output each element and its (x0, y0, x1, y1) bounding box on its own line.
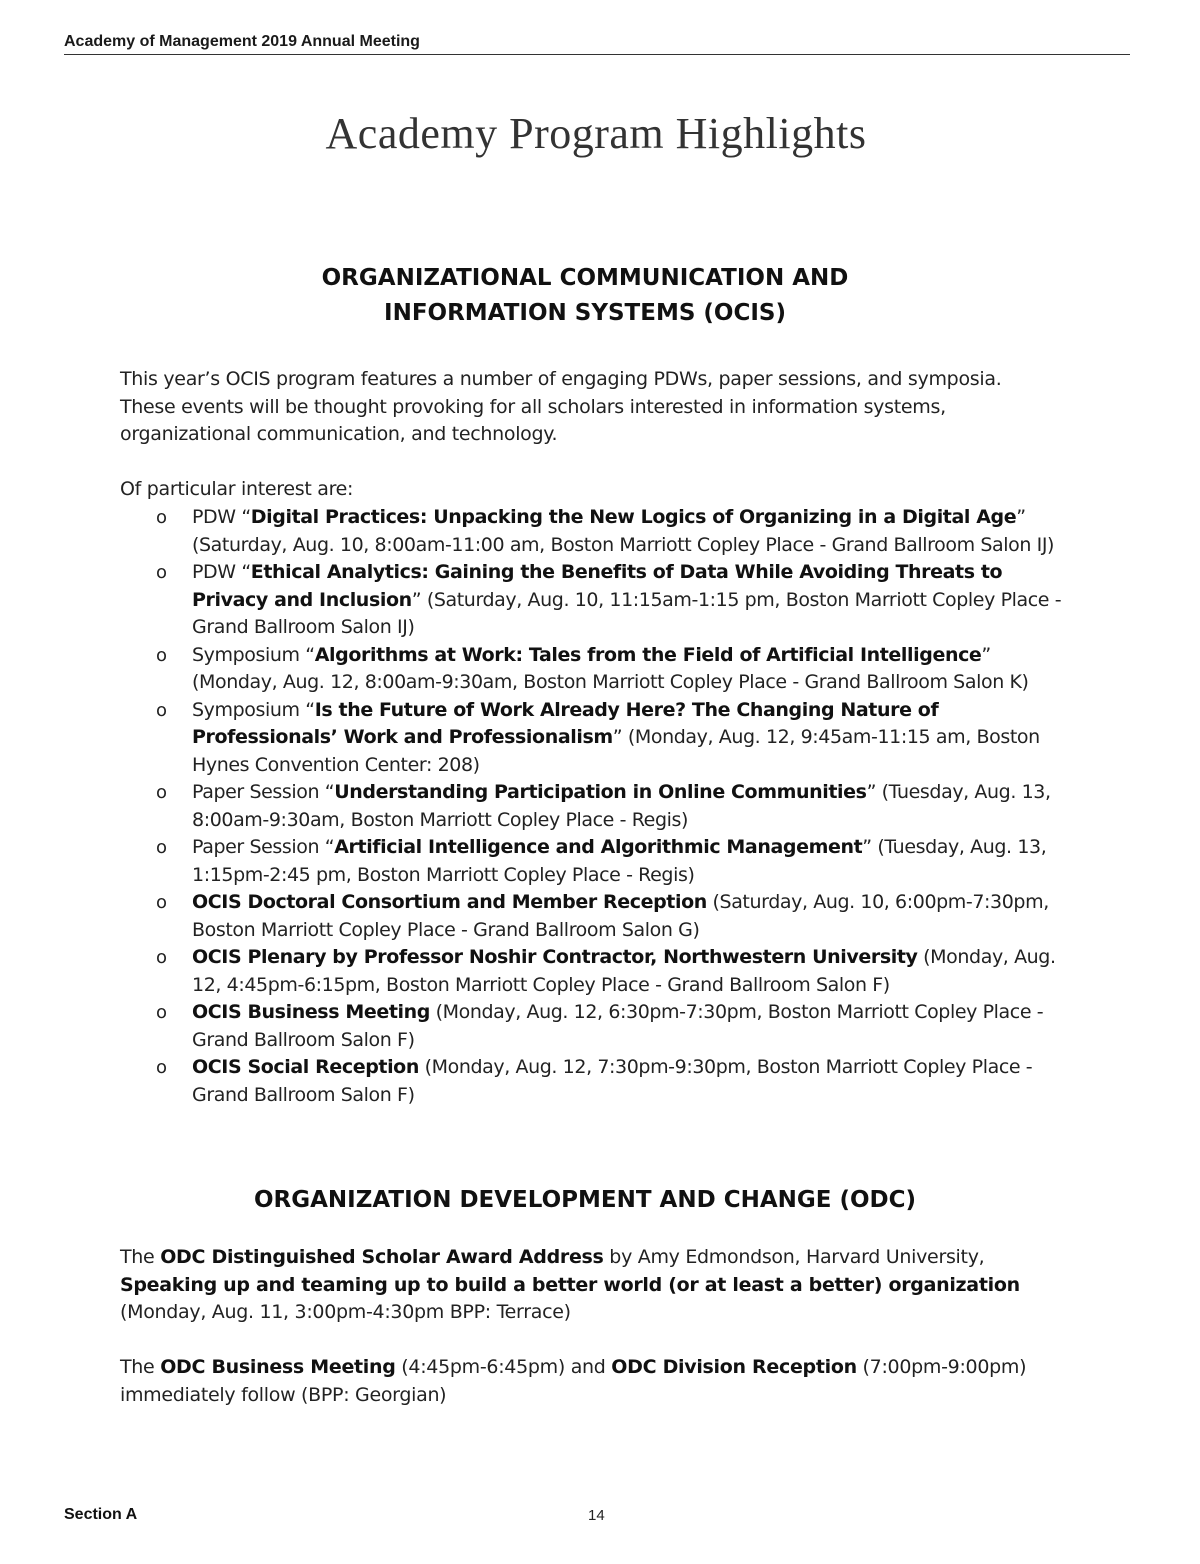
item-details: ” (Saturday, Aug. 10, 11:15am-1:15 pm, Boston Marriott Copley Place - Grand Ballroom Salon IJ) (192, 588, 1062, 638)
list-item (120, 642, 1080, 697)
odc-p1-talk-title: Speaking up and teaming up to build a better world (or at least a better) organization (120, 1273, 1020, 1296)
item-title: OCIS Business Meeting (192, 1001, 430, 1023)
odc-p1-award-name: ODC Distinguished Scholar Award Address (160, 1246, 604, 1268)
item-prefix: PDW “ (192, 506, 251, 528)
bullet-icon: o (156, 947, 167, 968)
odc-section-title: ORGANIZATION DEVELOPMENT AND CHANGE (ODC) (253, 1187, 917, 1213)
item-title: OCIS Doctoral Consortium and Member Reception (192, 891, 707, 913)
ocis-event-list (120, 504, 1080, 1109)
item-prefix: Symposium “ (192, 643, 315, 666)
item-details: (Monday, Aug. 12, 6:30pm-7:30pm, Boston Marriott Copley Place - Grand Ballroom Salon F) (192, 1001, 1044, 1051)
bullet-icon: o (156, 644, 167, 666)
item-prefix: PDW “ (192, 561, 251, 583)
item-title: OCIS Social Reception (192, 1056, 419, 1078)
list-item (120, 834, 1080, 889)
list-item (120, 779, 1080, 834)
item-details: ” (Saturday, Aug. 10, 8:00am-11:00 am, Boston Marriott Copley Place - Grand Ballroom Salon IJ) (192, 506, 1055, 556)
item-title: Artificial Intelligence and Algorithmic Management (334, 836, 863, 858)
page-number: 14 (588, 1507, 605, 1524)
odc-p2-text-1: The (120, 1356, 161, 1378)
interest-lead: Of particular interest are: (120, 478, 354, 500)
item-details: (Saturday, Aug. 10, 6:00pm-7:30pm, Boston Marriott Copley Place - Grand Ballroom Salon G) (192, 891, 1049, 941)
item-details: ” (Monday, Aug. 12, 8:00am-9:30am, Boston Marriott Copley Place - Grand Ballroom Salon K) (192, 643, 1029, 693)
list-item (120, 999, 1080, 1054)
header-rule (64, 54, 1130, 55)
odc-p2-business-meeting: ODC Business Meeting (160, 1356, 396, 1378)
running-header: Academy of Management 2019 Annual Meeting (64, 33, 420, 50)
bullet-icon: o (156, 507, 167, 528)
odc-p1-text-2: by Amy Edmondson, Harvard University, (603, 1246, 985, 1268)
bullet-icon: o (156, 782, 167, 803)
odc-p2-division-reception: ODC Division Reception (611, 1356, 857, 1378)
list-item (120, 1054, 1080, 1109)
ocis-title-line-2: INFORMATION SYSTEMS (OCIS) (384, 300, 786, 326)
ocis-title-line-1: ORGANIZATIONAL COMMUNICATION AND (321, 265, 849, 291)
bullet-icon: o (156, 837, 167, 858)
list-item (120, 889, 1080, 944)
odc-p2-text-3: (7:00pm-9:00pm) immediately follow (BPP: Georgian) (120, 1356, 1027, 1406)
item-details: ” (Monday, Aug. 12, 9:45am-11:15 am, Boston Hynes Convention Center: 208) (192, 726, 1040, 776)
bullet-icon: o (156, 562, 167, 583)
item-title: Understanding Participation in Online Communities (334, 781, 867, 803)
ocis-intro: This year’s OCIS program features a number of engaging PDWs, paper sessions, and symposia. These events will be thought provoking for all scholars interested in information systems, organizational communication, and technology. (120, 368, 1002, 445)
odc-paragraph-1 (120, 1244, 1060, 1327)
item-title: Digital Practices: Unpacking the New Logics of Organizing in a Digital Age (250, 506, 1017, 528)
list-item (120, 944, 1080, 999)
item-details: ” (Tuesday, Aug. 13, 8:00am-9:30am, Boston Marriott Copley Place - Regis) (192, 781, 1051, 831)
bullet-icon: o (156, 699, 167, 721)
item-details: (Monday, Aug. 12, 4:45pm-6:15pm, Boston Marriott Copley Place - Grand Ballroom Salon F) (192, 946, 1056, 996)
odc-p1-text-3: (Monday, Aug. 11, 3:00pm-4:30pm BPP: Terrace) (120, 1301, 571, 1323)
odc-paragraph-2 (120, 1354, 1060, 1409)
bullet-icon: o (156, 1057, 167, 1078)
footer-section: Section A (64, 1506, 138, 1523)
list-item (120, 504, 1080, 559)
bullet-icon: o (156, 892, 167, 913)
item-details: (Monday, Aug. 12, 7:30pm-9:30pm, Boston Marriott Copley Place - Grand Ballroom Salon F) (192, 1056, 1033, 1106)
list-item (120, 559, 1080, 642)
item-title: Is the Future of Work Already Here? The Changing Nature of Professionals’ Work and Professionalism (192, 698, 939, 748)
item-title: Algorithms at Work: Tales from the Field of Artificial Intelligence (314, 643, 982, 666)
item-prefix: Paper Session “ (192, 781, 335, 803)
bullet-icon: o (156, 1002, 167, 1023)
item-title: OCIS Plenary by Professor Noshir Contractor, Northwestern University (192, 946, 918, 968)
ocis-section-title (120, 261, 1050, 331)
odc-p1-text-1: The (120, 1246, 161, 1268)
item-title: Ethical Analytics: Gaining the Benefits of Data While Avoiding Threats to Privacy and Inclusion (192, 561, 1003, 611)
odc-p2-text-2: (4:45pm-6:45pm) and (395, 1356, 612, 1378)
item-prefix: Symposium “ (192, 698, 315, 721)
page-title: Academy Program Highlights (325, 109, 867, 158)
list-item (120, 697, 1080, 780)
item-prefix: Paper Session “ (192, 836, 335, 858)
item-details: ” (Tuesday, Aug. 13, 1:15pm-2:45 pm, Boston Marriott Copley Place - Regis) (192, 836, 1047, 886)
